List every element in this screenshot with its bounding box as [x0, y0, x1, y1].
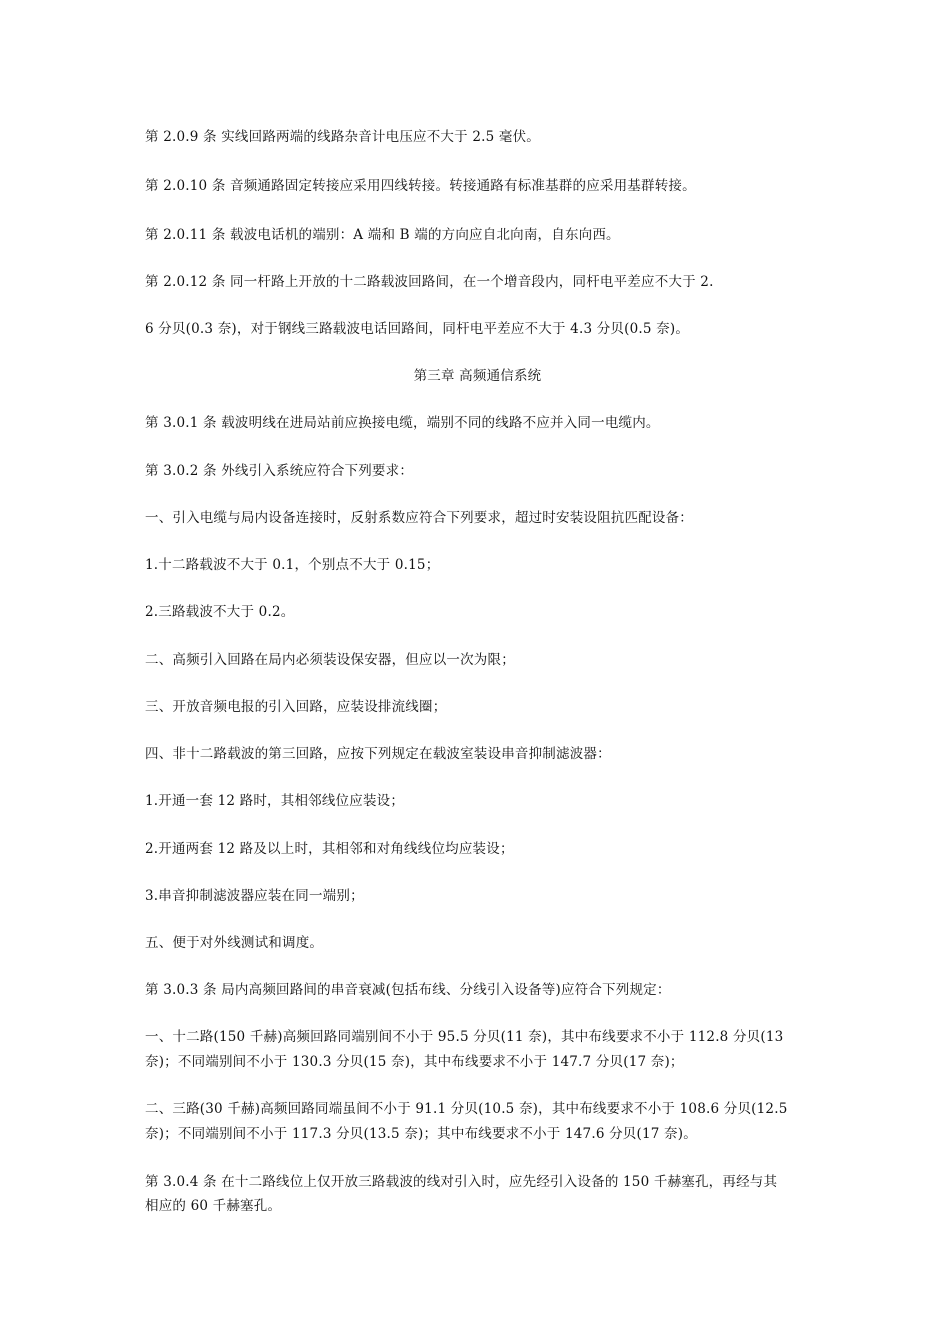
list-item-5: 五、便于对外线测试和调度。 [145, 935, 324, 951]
sub-item-4-3: 3.串音抑制滤波器应装在同一端别； [145, 888, 364, 904]
clause-3-0-3-item-1-line-2: 奈)；不同端别间不小于 130.3 分贝(15 奈)，其中布线要求不小于 147.7 分贝(17 奈)； [145, 1054, 684, 1070]
list-item-4: 四、非十二路载波的第三回路，应按下列规定在载波室装设串音抑制滤波器： [145, 746, 611, 762]
clause-2-0-10: 第 2.0.10 条 音频通路固定转接应采用四线转接。转接通路有标准基群的应采用基群转接。 [145, 178, 696, 194]
clause-2-0-12-line-2: 6 分贝(0.3 奈)，对于钢线三路载波电话回路间，同杆电平差应不大于 4.3 分贝(0.5 奈)。 [145, 321, 690, 337]
clause-3-0-4-line-1: 第 3.0.4 条 在十二路线位上仅开放三路载波的线对引入时，应先经引入设备的 150 千赫塞孔，再经与其 [145, 1174, 778, 1190]
clause-3-0-4-line-2: 相应的 60 千赫塞孔。 [145, 1198, 282, 1214]
clause-3-0-1: 第 3.0.1 条 载波明线在进局站前应换接电缆，端别不同的线路不应并入同一电缆内。 [145, 415, 660, 431]
list-item-2: 二、高频引入回路在局内必须装设保安器，但应以一次为限； [145, 652, 515, 668]
sub-item-4-2: 2.开通两套 12 路及以上时，其相邻和对角线线位均应装设； [145, 841, 514, 857]
sub-item-1-2: 2.三路载波不大于 0.2。 [145, 604, 295, 620]
clause-3-0-3-item-2-line-1: 二、三路(30 千赫)高频回路同端虽间不小于 91.1 分贝(10.5 奈)，其中布线要求不小于 108.6 分贝(12.5 [145, 1101, 788, 1117]
clause-3-0-3: 第 3.0.3 条 局内高频回路间的串音衰减(包括布线、分线引入设备等)应符合下列规定： [145, 982, 671, 998]
chapter-heading: 第三章 高频通信系统 [413, 368, 542, 384]
clause-2-0-11: 第 2.0.11 条 载波电话机的端别：A 端和 B 端的方向应自北向南，自东向西。 [145, 227, 620, 243]
sub-item-4-1: 1.开通一套 12 路时，其相邻线位应装设； [145, 793, 405, 809]
clause-3-0-2: 第 3.0.2 条 外线引入系统应符合下列要求： [145, 463, 414, 479]
list-item-3: 三、开放音频电报的引入回路，应装设排流线圈； [145, 699, 447, 715]
clause-2-0-9: 第 2.0.9 条 实线回路两端的线路杂音计电压应不大于 2.5 毫伏。 [145, 129, 540, 145]
clause-3-0-3-item-2-line-2: 奈)；不同端别间不小于 117.3 分贝(13.5 奈)；其中布线要求不小于 147.6 分贝(17 奈)。 [145, 1126, 697, 1142]
sub-item-1-1: 1.十二路载波不大于 0.1，个别点不大于 0.15； [145, 557, 440, 573]
clause-3-0-3-item-1-line-1: 一、十二路(150 千赫)高频回路同端别间不小于 95.5 分贝(11 奈)，其中布线要求不小于 112.8 分贝(13 [145, 1029, 784, 1045]
clause-2-0-12-line-1: 第 2.0.12 条 同一杆路上开放的十二路载波回路间，在一个增音段内，同杆电平差应不大于 2. [145, 274, 714, 290]
list-item-1: 一、引入电缆与局内设备连接时，反射系数应符合下列要求，超过时安装设阻抗匹配设备： [145, 510, 693, 526]
